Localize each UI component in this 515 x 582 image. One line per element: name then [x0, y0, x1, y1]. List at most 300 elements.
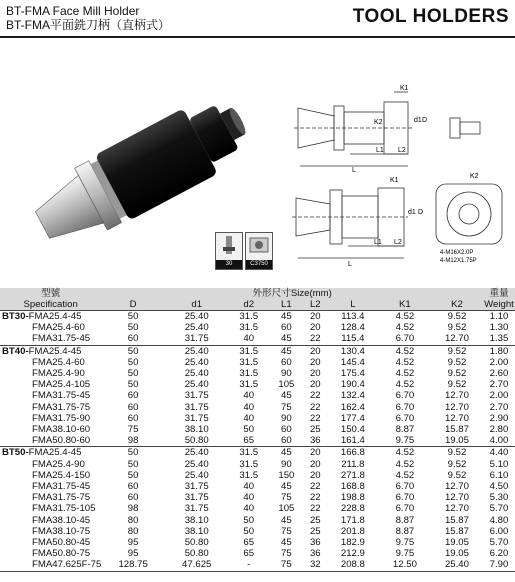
model-code: FMA50.80-45	[32, 537, 91, 549]
value-cell: 4.52	[395, 458, 415, 470]
value-cell: 208.8	[327, 559, 379, 571]
table-row	[0, 503, 515, 514]
model-code: FMA25.4-45	[28, 311, 82, 322]
value-cell: 22	[309, 412, 321, 424]
value-cell: 12.70	[444, 412, 469, 424]
value-cell: 40	[243, 481, 255, 493]
value-cell: 20	[309, 356, 321, 368]
value-cell: 65	[243, 548, 255, 560]
value-cell: 45	[281, 333, 292, 345]
value-cell: 40	[243, 503, 255, 515]
model-header-cn: 型號	[0, 288, 101, 299]
value-cell: 175.4	[340, 368, 365, 380]
dim-label: L1	[376, 147, 384, 154]
value-cell: 4.52	[379, 447, 431, 459]
value-cell: 171.8	[340, 514, 365, 526]
spec-table	[0, 288, 515, 572]
value-cell: 98	[127, 435, 139, 447]
model-code: FMA25.4-90	[32, 368, 85, 380]
value-cell: 40	[243, 333, 255, 345]
value-cell: 50	[101, 345, 165, 357]
spec-cell	[0, 548, 101, 559]
value-cell: 9.75	[395, 537, 415, 549]
value-cell: 12.70	[444, 333, 469, 345]
value-cell: 20	[309, 322, 321, 334]
table-row	[0, 481, 515, 492]
value-cell: 198.8	[340, 492, 365, 504]
value-cell: 19.05	[444, 537, 469, 549]
value-cell: 38.10	[184, 514, 209, 526]
dims-group-header: 外形尺寸Size(mm)	[101, 288, 483, 299]
table-row	[0, 559, 515, 571]
value-cell: 45	[281, 537, 292, 549]
model-code: FMA31.75-105	[32, 503, 96, 515]
value-cell: 4.52	[379, 345, 431, 357]
value-cell: 8.87	[395, 514, 415, 526]
value-cell: 22	[309, 481, 321, 493]
value-cell: 20	[304, 447, 327, 459]
value-cell: 31.5	[229, 447, 270, 459]
value-cell: 31.5	[239, 469, 259, 481]
value-cell: 6.00	[489, 525, 509, 537]
value-cell: 12.70	[444, 390, 469, 402]
table-row	[0, 459, 515, 470]
value-cell: 9.75	[395, 435, 415, 447]
value-cell: 25.40	[184, 379, 209, 391]
value-cell: 12.70	[444, 492, 469, 504]
value-cell: 6.70	[395, 503, 415, 515]
value-cell: 1.10	[483, 311, 515, 323]
value-cell: 50	[127, 322, 139, 334]
value-cell: 145.4	[340, 356, 365, 368]
weight-header-cn: 重量	[483, 288, 515, 299]
value-cell: 31.75	[184, 390, 209, 402]
dim-label: K2	[470, 173, 479, 180]
value-cell: 45	[269, 345, 304, 357]
value-cell: 12.70	[444, 503, 469, 515]
value-cell: 8.87	[395, 525, 415, 537]
value-cell: 65	[243, 537, 255, 549]
dim-label: L	[348, 261, 352, 268]
value-cell: 60	[127, 401, 139, 413]
table-row	[0, 424, 515, 435]
col-L: L	[327, 299, 379, 311]
col-K2: K2	[431, 299, 483, 311]
value-cell: 50	[101, 447, 165, 459]
value-cell: 4.52	[395, 356, 415, 368]
value-cell: 75	[269, 559, 304, 571]
value-cell: 5.30	[489, 492, 509, 504]
model-code: FMA31.75-45	[32, 333, 91, 345]
table-row	[0, 345, 515, 357]
table-row	[0, 311, 515, 323]
spec-cell	[0, 435, 101, 447]
spec-cell	[0, 459, 101, 470]
model-code: FMA25.4-45	[28, 345, 82, 357]
value-cell: 25.40	[184, 469, 209, 481]
value-cell: 201.8	[340, 525, 365, 537]
spec-cell	[0, 424, 101, 435]
value-cell: 9.52	[447, 356, 467, 368]
table-row	[0, 526, 515, 537]
value-cell: 31.75	[184, 412, 209, 424]
value-cell: 40	[243, 401, 255, 413]
thread-label: 4-M12X1.75P	[440, 258, 477, 264]
group-prefix: BT40-	[2, 345, 29, 357]
value-cell: 31.5	[239, 368, 259, 380]
value-cell: 31.75	[184, 333, 209, 345]
pull-stud-badge	[215, 232, 243, 270]
accessory-badges	[215, 232, 275, 270]
value-cell: 40	[243, 492, 255, 504]
value-cell: 50	[127, 469, 139, 481]
table-row	[0, 435, 515, 447]
value-cell: 25.40	[165, 447, 229, 459]
value-cell: 271.8	[340, 469, 365, 481]
col-D: D	[101, 299, 165, 311]
value-cell: 20	[309, 458, 321, 470]
value-cell: 128.4	[340, 322, 365, 334]
spec-cell	[0, 413, 101, 424]
value-cell: 50	[243, 514, 255, 526]
spec-cell	[0, 503, 101, 514]
model-code: FMA31.75-45	[32, 390, 91, 402]
model-code: FMA31.75-75	[32, 401, 91, 413]
value-cell: 50	[127, 356, 139, 368]
value-cell: 9.52	[431, 447, 483, 459]
model-code: FMA38.10-60	[32, 424, 91, 436]
value-cell: 90	[281, 368, 292, 380]
value-cell: 38.10	[184, 424, 209, 436]
model-code: FMA25.4-105	[32, 379, 91, 391]
value-cell: 4.52	[395, 322, 415, 334]
value-cell: 31.75	[184, 481, 209, 493]
model-code: FMA25.4-90	[32, 458, 85, 470]
value-cell: 2.70	[489, 379, 509, 391]
badge-label: 30	[216, 260, 242, 269]
value-cell: 60	[127, 390, 139, 402]
value-cell: 182.9	[340, 537, 365, 549]
header-divider	[0, 36, 515, 38]
spec-cell	[0, 559, 101, 571]
value-cell: 98	[127, 503, 139, 515]
table-row	[0, 322, 515, 333]
value-cell: 20	[304, 311, 327, 323]
value-cell: 75	[281, 401, 292, 413]
value-cell: 31.5	[239, 458, 259, 470]
value-cell: 4.52	[395, 368, 415, 380]
value-cell: 9.52	[447, 379, 467, 391]
value-cell: 60	[281, 322, 292, 334]
spec-cell	[0, 333, 101, 345]
value-cell: 50.80	[184, 435, 209, 447]
value-cell: 6.70	[395, 412, 415, 424]
value-cell: 45	[269, 447, 304, 459]
value-cell: 132.4	[340, 390, 365, 402]
spec-table-body	[0, 311, 515, 572]
title-en: BT-FMA Face Mill Holder	[6, 4, 140, 18]
value-cell: 4.00	[489, 435, 509, 447]
value-cell: 31.75	[184, 503, 209, 515]
value-cell: 8.87	[395, 424, 415, 436]
model-code: FMA50.80-75	[32, 548, 91, 560]
value-cell: 19.05	[444, 435, 469, 447]
col-K1: K1	[379, 299, 431, 311]
spec-cell	[0, 368, 101, 379]
value-cell: 2.70	[489, 401, 509, 413]
value-cell: 25.40	[184, 458, 209, 470]
dim-label: K1	[400, 85, 409, 92]
model-code: FMA31.75-45	[32, 481, 91, 493]
value-cell: 128.75	[101, 559, 165, 571]
value-cell: 50.80	[184, 537, 209, 549]
value-cell: 7.90	[483, 559, 515, 571]
value-cell: 2.00	[489, 390, 509, 402]
value-cell: 50	[243, 424, 255, 436]
model-code: FMA31.75-75	[32, 492, 91, 504]
model-code: FMA47.625F-75	[32, 559, 102, 571]
table-row	[0, 447, 515, 459]
spec-cell	[0, 402, 101, 413]
spec-cell	[0, 526, 101, 537]
value-cell: 31.75	[184, 401, 209, 413]
value-cell: 50	[127, 458, 139, 470]
dim-label: D	[418, 209, 424, 216]
spec-cell	[0, 492, 101, 503]
dim-label: K1	[390, 177, 399, 184]
value-cell: 5.70	[489, 503, 509, 515]
value-cell: 60	[127, 492, 139, 504]
value-cell: 5.70	[489, 537, 509, 549]
value-cell: 25.40	[184, 368, 209, 380]
value-cell: 75	[281, 525, 292, 537]
value-cell: 80	[127, 514, 139, 526]
spec-cell	[0, 537, 101, 548]
value-cell: 105	[278, 503, 295, 515]
value-cell: 40	[243, 412, 255, 424]
group-prefix: BT30-	[2, 311, 29, 322]
value-cell: 4.80	[489, 514, 509, 526]
value-cell: 75	[127, 424, 139, 436]
spec-cell	[0, 379, 101, 390]
col-L1: L1	[269, 299, 304, 311]
model-code: FMA50.80-60	[32, 435, 91, 447]
brand-title: TOOL HOLDERS	[352, 6, 509, 27]
table-row	[0, 402, 515, 413]
value-cell: 31.75	[184, 492, 209, 504]
value-cell: 90	[281, 458, 292, 470]
table-row	[0, 537, 515, 548]
value-cell: 1.30	[489, 322, 509, 334]
spec-cell	[0, 470, 101, 481]
dim-label: L1	[374, 239, 382, 246]
table-row	[0, 515, 515, 526]
model-code: FMA38.10-75	[32, 525, 91, 537]
value-cell: 150.4	[340, 424, 365, 436]
value-cell: 190.4	[340, 379, 365, 391]
value-cell: 20	[309, 379, 321, 391]
value-cell: 22	[309, 390, 321, 402]
value-cell: 22	[309, 503, 321, 515]
table-row	[0, 548, 515, 559]
value-cell: 22	[309, 492, 321, 504]
value-cell: 22	[309, 401, 321, 413]
value-cell: 45	[281, 514, 292, 526]
value-cell: 50	[243, 525, 255, 537]
value-cell: -	[229, 559, 270, 571]
value-cell: 60	[281, 435, 292, 447]
model-code: FMA25.4-60	[32, 322, 85, 334]
value-cell: 1.35	[489, 333, 509, 345]
page-header	[6, 4, 170, 32]
dim-label: K2	[374, 119, 383, 126]
group-prefix: BT50-	[2, 447, 29, 459]
value-cell: 9.52	[447, 458, 467, 470]
model-code: FMA31.75-90	[32, 412, 91, 424]
value-cell: 9.52	[447, 322, 467, 334]
value-cell: 25	[309, 525, 321, 537]
value-cell: 4.50	[489, 481, 509, 493]
value-cell: 60	[127, 412, 139, 424]
value-cell: 60	[281, 424, 292, 436]
technical-drawing-top	[290, 82, 510, 174]
spec-cell	[0, 481, 101, 492]
value-cell: 75	[281, 548, 292, 560]
value-cell: 38.10	[184, 525, 209, 537]
value-cell: 162.4	[340, 401, 365, 413]
col-d2: d2	[229, 299, 270, 311]
value-cell: 6.70	[395, 401, 415, 413]
dim-label: d1	[414, 117, 422, 124]
value-cell: 166.8	[327, 447, 379, 459]
value-cell: 6.70	[395, 390, 415, 402]
value-cell: 45	[281, 481, 292, 493]
model-code: FMA25.4-150	[32, 469, 91, 481]
value-cell: 9.52	[431, 311, 483, 323]
dim-label: D	[422, 117, 428, 124]
value-cell: 31.5	[229, 345, 270, 357]
value-cell: 113.4	[327, 311, 379, 323]
value-cell: 168.8	[340, 481, 365, 493]
value-cell: 12.50	[379, 559, 431, 571]
value-cell: 211.8	[341, 458, 365, 470]
value-cell: 25	[309, 514, 321, 526]
spec-cell	[0, 357, 101, 368]
table-row	[0, 492, 515, 503]
value-cell: 22	[309, 333, 321, 345]
value-cell: 25.40	[165, 311, 229, 323]
value-cell: 15.87	[444, 424, 469, 436]
value-cell: 6.70	[395, 333, 415, 345]
value-cell: 60	[127, 481, 139, 493]
dim-label: L2	[394, 239, 402, 246]
value-cell: 4.52	[395, 379, 415, 391]
spec-cell	[0, 515, 101, 526]
value-cell: 40	[243, 390, 255, 402]
value-cell: 36	[309, 435, 321, 447]
value-cell: 9.75	[395, 548, 415, 560]
value-cell: 9.52	[431, 345, 483, 357]
value-cell: 95	[127, 548, 139, 560]
spec-cell	[0, 311, 101, 323]
value-cell: 2.80	[489, 424, 509, 436]
model-code: FMA25.4-60	[32, 356, 85, 368]
value-cell: 47.625	[165, 559, 229, 571]
value-cell: 5.10	[489, 458, 509, 470]
value-cell: 9.52	[447, 368, 467, 380]
value-cell: 105	[278, 379, 295, 391]
value-cell: 19.05	[444, 548, 469, 560]
balance-grade-badge	[245, 232, 273, 270]
value-cell: 36	[309, 537, 321, 549]
model-header-en: Specification	[0, 299, 101, 311]
weight-header-en: Weight	[484, 299, 514, 310]
value-cell: 31.5	[239, 356, 259, 368]
value-cell: 15.87	[444, 514, 469, 526]
value-cell: 31.5	[229, 311, 270, 323]
dim-label: d1	[408, 209, 416, 216]
badge-label: C3750	[246, 260, 272, 269]
value-cell: 20	[304, 345, 327, 357]
value-cell: 212.9	[340, 548, 365, 560]
value-cell: 4.52	[395, 469, 415, 481]
value-cell: 150	[278, 469, 295, 481]
value-cell: 12.70	[444, 481, 469, 493]
value-cell: 50	[101, 311, 165, 323]
value-cell: 228.8	[340, 503, 365, 515]
value-cell: 60	[281, 356, 292, 368]
value-cell: 2.90	[489, 412, 509, 424]
value-cell: 9.52	[447, 469, 467, 481]
value-cell: 50.80	[184, 548, 209, 560]
model-code: FMA38.10-45	[32, 514, 91, 526]
dim-label: L	[352, 167, 356, 174]
spec-cell	[0, 390, 101, 401]
technical-drawing-bottom	[290, 170, 510, 270]
value-cell: 20	[309, 469, 321, 481]
value-cell: 36	[309, 548, 321, 560]
value-cell: 15.87	[444, 525, 469, 537]
value-cell: 12.70	[444, 401, 469, 413]
spec-cell	[0, 322, 101, 333]
value-cell: 32	[304, 559, 327, 571]
table-row	[0, 357, 515, 368]
value-cell: 6.10	[489, 469, 509, 481]
dim-label: L2	[398, 147, 406, 154]
value-cell: 130.4	[327, 345, 379, 357]
value-cell: 90	[281, 412, 292, 424]
value-cell: 80	[127, 525, 139, 537]
value-cell: 45	[281, 390, 292, 402]
title-cn: BT-FMA平面銑刀柄（直柄式）	[6, 18, 170, 32]
value-cell: 31.5	[239, 322, 259, 334]
value-cell: 25	[309, 424, 321, 436]
value-cell: 4.40	[483, 447, 515, 459]
table-row	[0, 470, 515, 481]
value-cell: 115.4	[341, 333, 365, 345]
value-cell: 6.70	[395, 481, 415, 493]
table-row	[0, 333, 515, 345]
col-L2: L2	[304, 299, 327, 311]
value-cell: 2.00	[489, 356, 509, 368]
value-cell: 50	[127, 368, 139, 380]
thread-label: 4-M16X2.0P	[440, 250, 474, 256]
value-cell: 60	[127, 333, 139, 345]
table-row	[0, 390, 515, 401]
table-row	[0, 368, 515, 379]
value-cell: 50	[127, 379, 139, 391]
spec-cell	[0, 447, 101, 459]
